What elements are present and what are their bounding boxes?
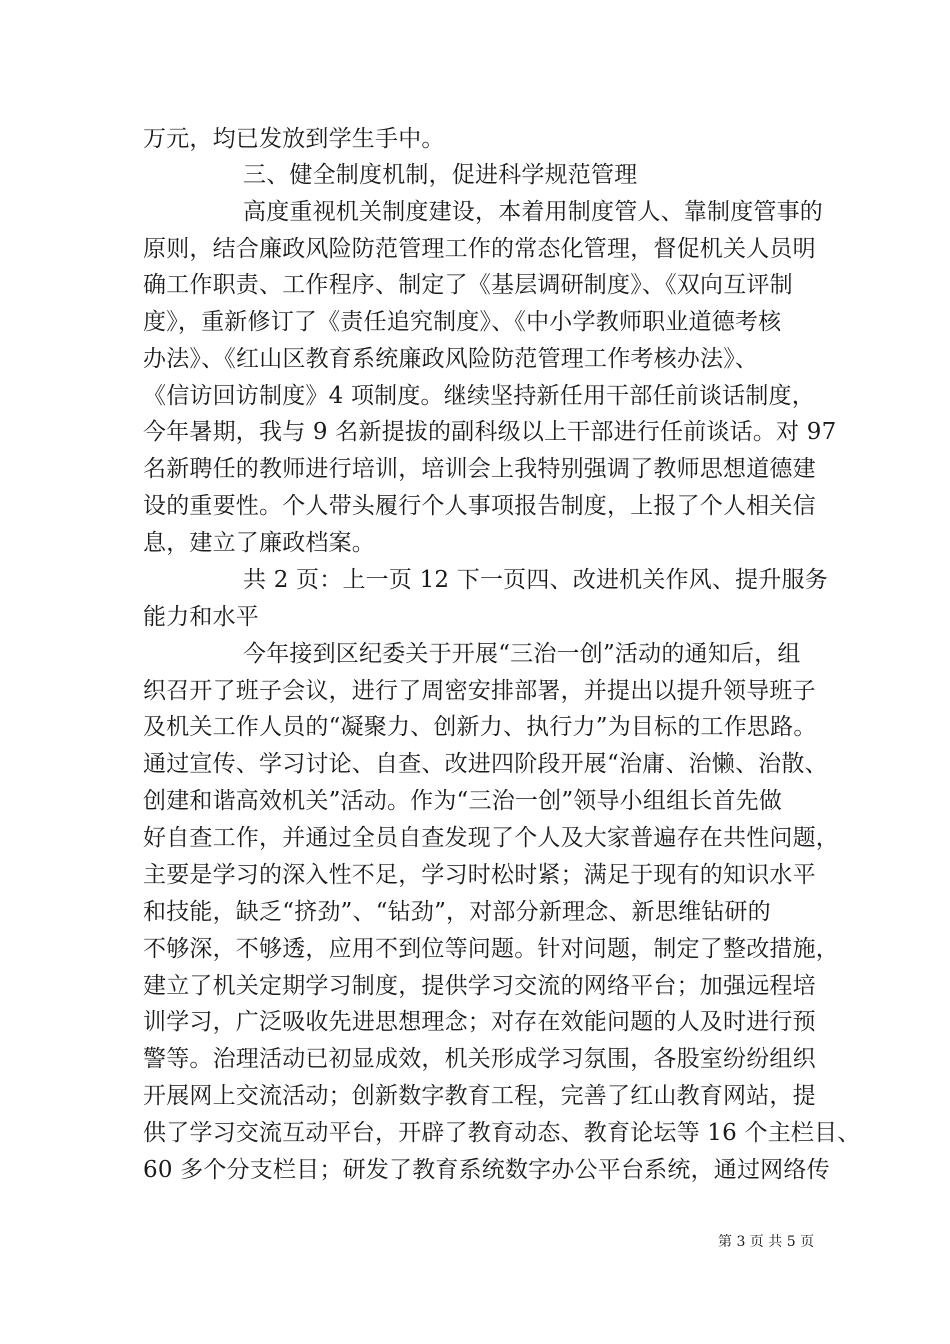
text-line: 主要是学习的深入性不足，学习时松时紧；满足于现有的知识水平 bbox=[143, 862, 816, 888]
text-line: 原则，结合廉政风险防范管理工作的常态化管理，督促机关人员明 bbox=[143, 236, 816, 262]
text-line: 名新聘任的教师进行培训，培训会上我特别强调了教师思想道德建 bbox=[143, 456, 816, 482]
text-line: 训学习，广泛吸收先进思想理念；对存在效能问题的人及时进行预 bbox=[143, 1009, 816, 1035]
text-line: 设的重要性。个人带头履行个人事项报告制度，上报了个人相关信 bbox=[143, 493, 816, 519]
text-line: 及机关工作人员的“凝聚力、创新力、执行力”为目标的工作思路。 bbox=[143, 714, 817, 740]
text-line: 开展网上交流活动；创新数字教育工程，完善了红山教育网站，提 bbox=[143, 1083, 816, 1109]
text-line: 确工作职责、工作程序、制定了《基层调研制度》、《双向互评制 bbox=[143, 272, 793, 298]
text-line: 今年接到区纪委关于开展“三治一创”活动的通知后，组 bbox=[243, 641, 801, 667]
text-line: 供了学习交流互动平台，开辟了教育动态、教育论坛等 16 个主栏目、 bbox=[143, 1120, 861, 1146]
section-heading: 能力和水平 bbox=[143, 604, 259, 630]
text-line: 息，建立了廉政档案。 bbox=[143, 530, 375, 556]
text-line: 织召开了班子会议，进行了周密安排部署，并提出以提升领导班子 bbox=[143, 678, 816, 704]
text-line: 高度重视机关制度建设，本着用制度管人、靠制度管事的 bbox=[243, 199, 823, 225]
text-line: 好自查工作，并通过全员自查发现了个人及大家普遍存在共性问题， bbox=[143, 825, 839, 851]
page-number-footer: 第 3 页 共 5 页 bbox=[718, 1234, 815, 1250]
text-line: 创建和谐高效机关”活动。作为“三治一创”领导小组组长首先做 bbox=[143, 788, 783, 814]
text-line: 今年暑期，我与 9 名新提拔的副科级以上干部进行任前谈话。对 97 bbox=[143, 419, 837, 445]
pagination-text: 共 2 页：上一页 12 下一页四、改进机关作风、提升服务 bbox=[243, 567, 828, 593]
text-line: 度》，重新修订了《责任追究制度》、《中小学教师职业道德考核 bbox=[143, 309, 782, 335]
text-line: 办法》、《红山区教育系统廉政风险防范管理工作考核办法》、 bbox=[143, 346, 759, 372]
section-heading: 三、健全制度机制，促进科学规范管理 bbox=[243, 162, 638, 188]
text-line: 通过宣传、学习讨论、自查、改进四阶段开展“治庸、治懒、治散、 bbox=[143, 751, 828, 777]
text-line: 《信访回访制度》4 项制度。继续坚持新任用干部任前谈话制度， bbox=[143, 383, 815, 409]
text-line: 不够深，不够透，应用不到位等问题。针对问题，制定了整改措施， bbox=[143, 936, 839, 962]
text-line: 万元，均已发放到学生手中。 bbox=[143, 126, 445, 152]
text-line: 警等。治理活动已初显成效，机关形成学习氛围，各股室纷纷组织 bbox=[143, 1046, 816, 1072]
text-line: 和技能，缺乏“挤劲”、“钻劲”，对部分新理念、新思维钻研的 bbox=[143, 899, 771, 925]
text-line: 建立了机关定期学习制度，提供学习交流的网络平台；加强远程培 bbox=[143, 973, 816, 999]
text-line: 60 多个分支栏目；研发了教育系统数字办公平台系统，通过网络传 bbox=[143, 1157, 830, 1183]
